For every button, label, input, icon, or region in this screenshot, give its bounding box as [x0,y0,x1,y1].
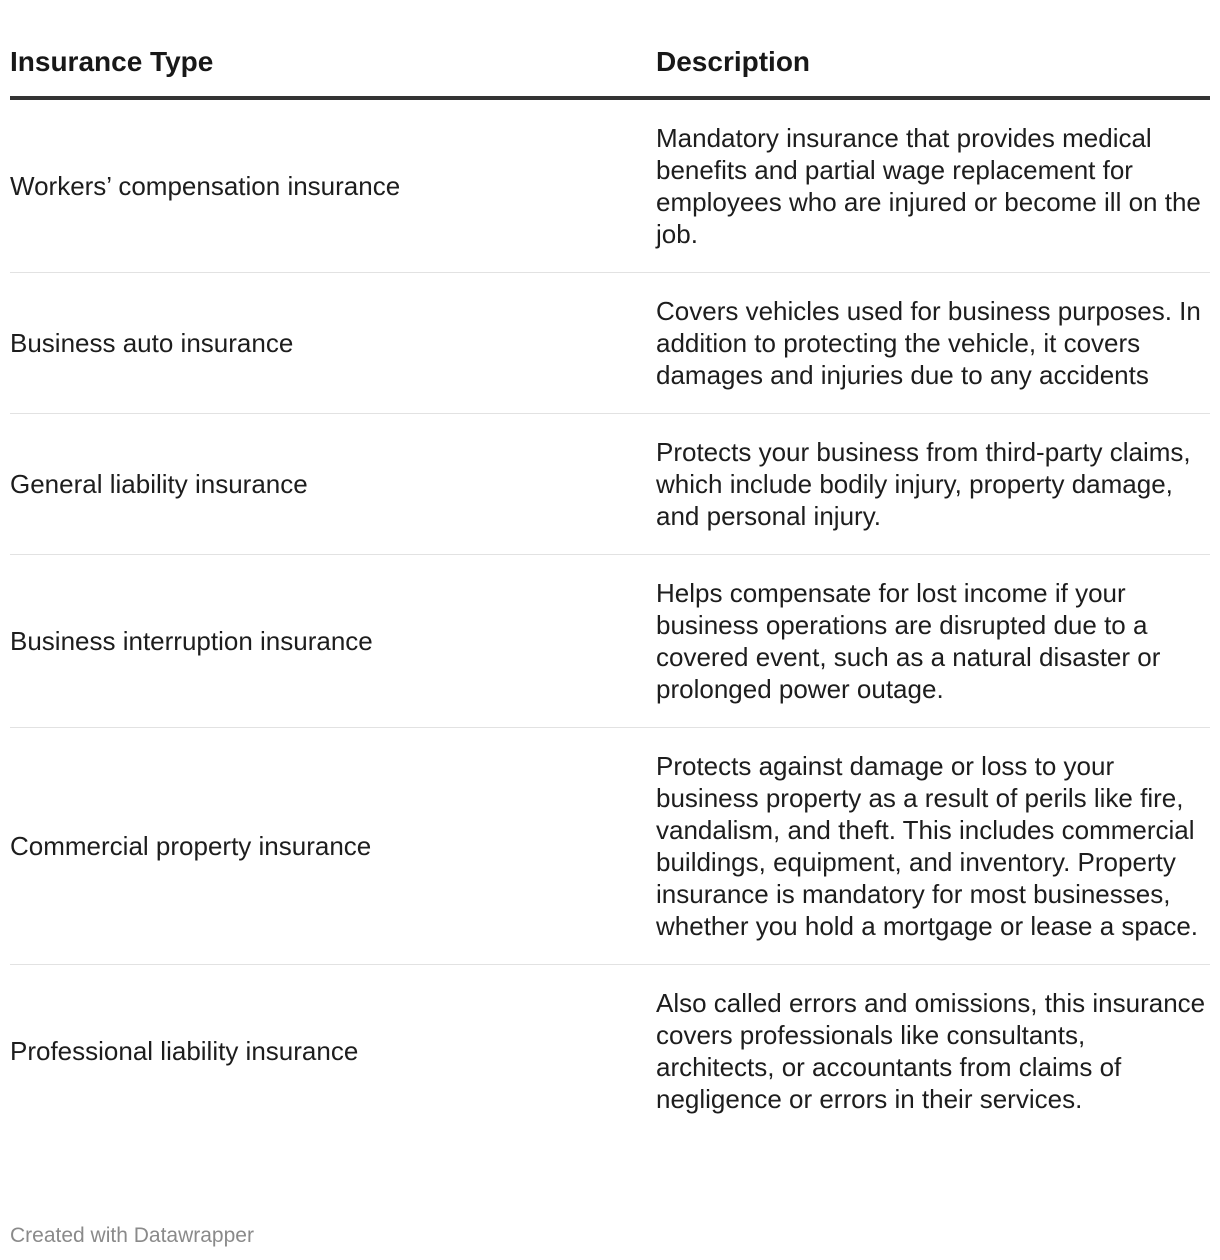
insurance-table-container [10,34,1210,1137]
description-cell: Mandatory insurance that provides medical benefits and partial wage replacement for employees who are injured or become ill on the job. [656,98,1210,273]
insurance-type-cell: General liability insurance [10,414,656,555]
column-header-insurance-type: Insurance Type [10,34,656,98]
table-row [10,273,1210,414]
description-cell: Helps compensate for lost income if your business operations are disrupted due to a covered event, such as a natural disaster or prolonged power outage. [656,555,1210,728]
header-row [10,34,1210,98]
datawrapper-credit-link[interactable]: Created with Datawrapper [10,1224,254,1247]
insurance-table [10,34,1210,1137]
table-header [10,34,1210,98]
insurance-type-cell: Business interruption insurance [10,555,656,728]
insurance-type-cell: Workers’ compensation insurance [10,98,656,273]
insurance-type-cell: Business auto insurance [10,273,656,414]
table-row [10,414,1210,555]
description-cell: Also called errors and omissions, this insurance covers professionals like consultants, architects, or accountants from claims of negligence or errors in their services. [656,988,1206,1114]
column-header-description: Description [656,34,1210,98]
table-body [10,98,1210,1137]
insurance-type-cell: Commercial property insurance [10,728,656,965]
description-cell: Protects your business from third-party claims, which include bodily injury, property damage, and personal injury. [656,414,1210,555]
table-row [10,98,1210,273]
table-row [10,965,1210,1138]
table-row [10,728,1210,965]
table-row [10,555,1210,728]
description-cell: Covers vehicles used for business purposes. In addition to protecting the vehicle, it covers damages and injuries due to any accidents [656,273,1210,414]
insurance-type-cell: Professional liability insurance [10,1036,359,1066]
description-cell: Protects against damage or loss to your business property as a result of perils like fire, vandalism, and theft. This includes commercial buildings, equipment, and inventory. Property insurance is mandatory for most businesses, whether you hold a mortgage or lease a space. [656,728,1210,965]
